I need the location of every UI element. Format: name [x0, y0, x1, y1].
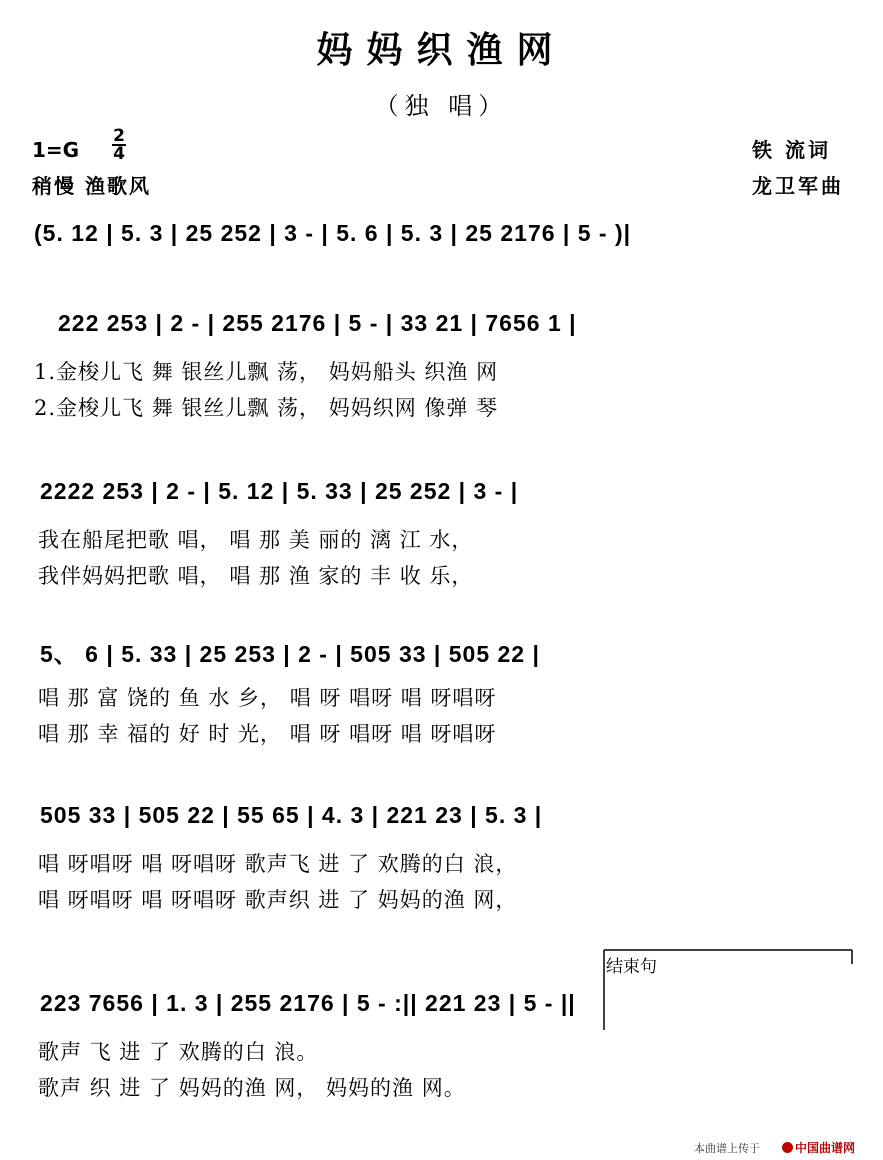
composer-credit: 龙卫军曲 — [752, 174, 844, 198]
notation-row-2: 2222 253 | 2 - | 5. 12 | 5. 33 | 25 252 | 3 - | — [40, 478, 519, 504]
notation-row-1: 222 253 | 2 - | 255 2176 | 5 - | 33 21 | 7656 1 | — [58, 310, 577, 336]
lyric-row-1-verse-2: 2.金梭儿飞 舞 银丝儿飘 荡， 妈妈织网 像弹 琴 — [34, 396, 499, 420]
notation-row-5: 223 7656 | 1. 3 | 255 2176 | 5 - :|| 221 23 | 5 - || — [40, 990, 576, 1016]
lyricist-credit: 铁 流词 — [752, 138, 831, 162]
site-logo-icon — [782, 1142, 793, 1153]
time-signature-top: 2 — [113, 126, 125, 146]
song-subtitle: （独 唱） — [374, 92, 509, 120]
key-signature: 1=G — [32, 138, 80, 162]
tempo-marking: 稍慢 渔歌风 — [32, 174, 151, 198]
lyric-row-4-verse-2: 唱 呀唱呀 唱 呀唱呀 歌声织 进 了 妈妈的渔 网， — [38, 888, 518, 912]
footer-upload-note: 本曲谱上传于 — [694, 1142, 760, 1155]
lyric-row-3-verse-2: 唱 那 幸 福的 好 时 光， 唱 呀 唱呀 唱 呀唱呀 — [38, 722, 497, 746]
site-logo-text: 中国曲谱网 — [795, 1141, 856, 1155]
notation-row-intro: (5. 12 | 5. 3 | 25 252 | 3 - | 5. 6 | 5. 3 | 25 2176 | 5 - )| — [34, 220, 632, 246]
time-signature-bottom: 4 — [113, 144, 125, 164]
lyric-row-2-verse-1: 我在船尾把歌 唱， 唱 那 美 丽的 漓 江 水， — [38, 528, 474, 552]
ending-phrase-label: 结束句 — [606, 957, 657, 977]
lyric-row-5-verse-2: 歌声 织 进 了 妈妈的渔 网， 妈妈的渔 网。 — [38, 1076, 466, 1100]
song-title: 妈妈织渔网 — [316, 29, 567, 71]
lyric-row-3-verse-1: 唱 那 富 饶的 鱼 水 乡， 唱 呀 唱呀 唱 呀唱呀 — [38, 686, 497, 710]
site-logo[interactable] — [782, 1139, 855, 1156]
lyric-row-1-verse-1: 1.金梭儿飞 舞 银丝儿飘 荡， 妈妈船头 织渔 网 — [34, 360, 499, 384]
lyric-row-5-verse-1: 歌声 飞 进 了 欢腾的白 浪。 — [38, 1040, 319, 1064]
lyric-row-2-verse-2: 我伴妈妈把歌 唱， 唱 那 渔 家的 丰 收 乐， — [38, 564, 474, 588]
notation-row-4: 505 33 | 505 22 | 55 65 | 4. 3 | 221 23 | 5. 3 | — [40, 802, 543, 828]
lyric-row-4-verse-1: 唱 呀唱呀 唱 呀唱呀 歌声飞 进 了 欢腾的白 浪， — [38, 852, 518, 876]
notation-row-3: 5、 6 | 5. 33 | 25 253 | 2 - | 505 33 | 505 22 | — [40, 641, 540, 667]
